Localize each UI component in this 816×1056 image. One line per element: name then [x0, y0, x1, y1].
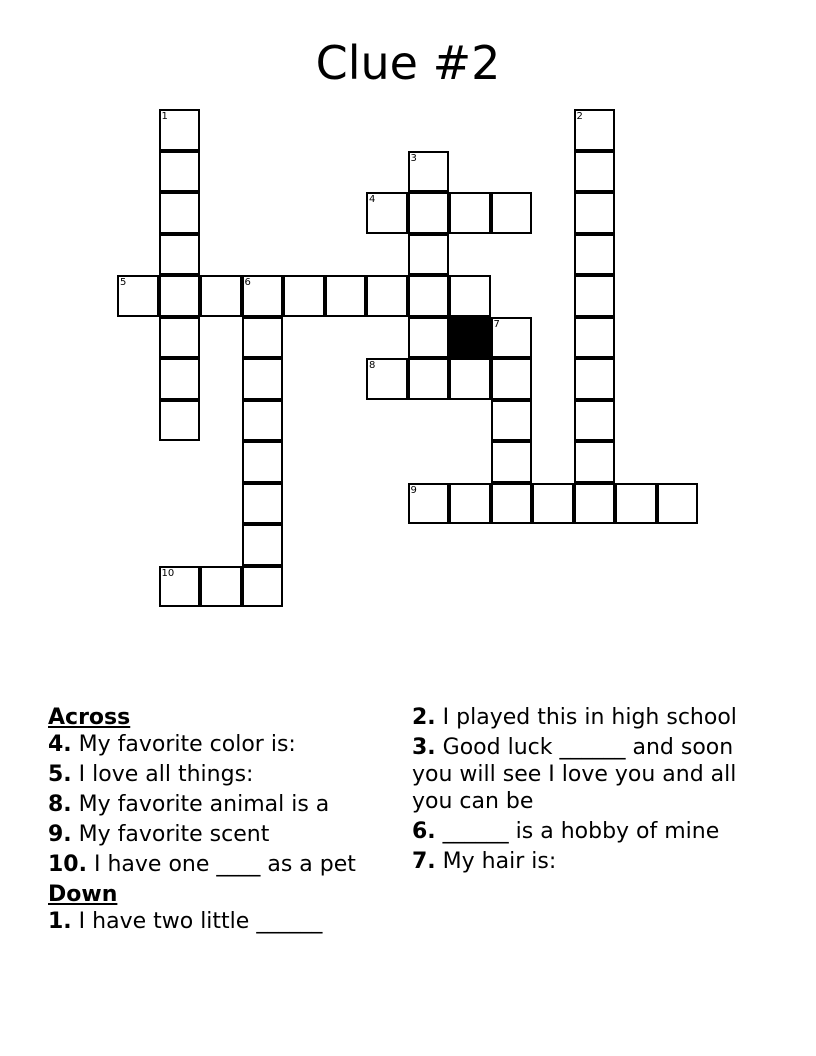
- cell-number: 2: [576, 111, 583, 122]
- grid-cell[interactable]: [242, 524, 284, 566]
- grid-cell[interactable]: [325, 275, 367, 317]
- cell-number: 9: [410, 484, 417, 496]
- grid-cell[interactable]: [491, 317, 533, 359]
- cell-number: 7: [493, 318, 500, 330]
- cell-number: 4: [369, 194, 376, 205]
- grid-cell[interactable]: [159, 566, 201, 608]
- grid-cell[interactable]: [491, 192, 533, 234]
- clue-down-1: [48, 908, 398, 935]
- grid-cell[interactable]: [366, 275, 408, 317]
- cell-number: 10: [161, 567, 175, 579]
- grid-cell[interactable]: [242, 441, 284, 483]
- grid-cell[interactable]: [408, 275, 450, 317]
- grid-cell[interactable]: [574, 317, 616, 359]
- black-cell: [449, 317, 491, 359]
- cell-number: 5: [120, 277, 127, 288]
- page-title: Clue #2: [315, 36, 501, 90]
- clues-left-column: [48, 704, 398, 938]
- clue-number: 7.: [412, 849, 436, 874]
- cell-number: 1: [161, 111, 168, 122]
- grid-cell[interactable]: [574, 109, 616, 151]
- clue-text: I love all things:: [78, 762, 254, 787]
- clue-across-8: [48, 791, 398, 818]
- grid-cell[interactable]: [615, 483, 657, 525]
- grid-cell[interactable]: [574, 441, 616, 483]
- grid-cell[interactable]: [408, 483, 450, 525]
- grid-cell[interactable]: [408, 151, 450, 193]
- grid-cell[interactable]: [159, 234, 201, 276]
- clue-number: 10.: [48, 852, 87, 877]
- across-heading: Across: [48, 705, 131, 730]
- clue-text: My favorite scent: [78, 822, 270, 847]
- clue-number: 9.: [48, 822, 72, 847]
- clue-number: 3.: [412, 735, 436, 760]
- grid-cell[interactable]: [491, 483, 533, 525]
- grid-cell[interactable]: [242, 317, 284, 359]
- clue-text: I played this in high school: [442, 705, 737, 730]
- grid-cell[interactable]: [408, 358, 450, 400]
- cell-number: 3: [410, 152, 417, 164]
- grid-cell[interactable]: [449, 275, 491, 317]
- grid-cell[interactable]: [574, 400, 616, 442]
- grid-cell[interactable]: [159, 192, 201, 234]
- grid-cell[interactable]: [366, 358, 408, 400]
- clue-text: My favorite color is:: [78, 732, 296, 757]
- grid-cell[interactable]: [159, 317, 201, 359]
- clue-number: 2.: [412, 705, 436, 730]
- down-heading: Down: [48, 882, 118, 907]
- grid-cell[interactable]: [574, 483, 616, 525]
- clue-number: 8.: [48, 792, 72, 817]
- grid-cell[interactable]: [408, 317, 450, 359]
- grid-cell[interactable]: [200, 275, 242, 317]
- cell-number: 8: [369, 360, 376, 371]
- grid-cell[interactable]: [283, 275, 325, 317]
- clue-number: 6.: [412, 819, 436, 844]
- grid-cell[interactable]: [574, 234, 616, 276]
- grid-cell[interactable]: [491, 441, 533, 483]
- cell-number: 6: [244, 277, 251, 288]
- clue-down-2: [412, 704, 762, 731]
- grid-cell[interactable]: [574, 275, 616, 317]
- grid-cell[interactable]: [449, 192, 491, 234]
- clue-text: I have one ____ as a pet: [93, 852, 356, 877]
- clue-number: 1.: [48, 909, 72, 934]
- grid-cell[interactable]: [491, 358, 533, 400]
- grid-cell[interactable]: [449, 483, 491, 525]
- grid-cell[interactable]: [574, 358, 616, 400]
- grid-cell[interactable]: [366, 192, 408, 234]
- grid-cell[interactable]: [574, 192, 616, 234]
- grid-cell[interactable]: [532, 483, 574, 525]
- grid-cell[interactable]: [242, 358, 284, 400]
- clue-text: ______ is a hobby of mine: [442, 819, 720, 844]
- grid-cell[interactable]: [242, 566, 284, 608]
- clue-text: My hair is:: [442, 849, 557, 874]
- clue-number: 5.: [48, 762, 72, 787]
- grid-cell[interactable]: [200, 566, 242, 608]
- grid-cell[interactable]: [159, 109, 201, 151]
- clue-across-4: [48, 731, 398, 758]
- grid-cell[interactable]: [657, 483, 699, 525]
- clue-text: My favorite animal is a: [78, 792, 330, 817]
- clue-down-7: [412, 848, 762, 875]
- clue-down-6: [412, 818, 762, 845]
- grid-cell[interactable]: [242, 275, 284, 317]
- grid-cell[interactable]: [408, 234, 450, 276]
- clue-across-5: [48, 761, 398, 788]
- grid-cell[interactable]: [242, 483, 284, 525]
- clue-text: I have two little ______: [78, 909, 323, 934]
- clue-number: 4.: [48, 732, 72, 757]
- grid-cell[interactable]: [408, 192, 450, 234]
- grid-cell[interactable]: [159, 400, 201, 442]
- grid-cell[interactable]: [159, 151, 201, 193]
- clue-across-10: [48, 851, 398, 878]
- grid-cell[interactable]: [491, 400, 533, 442]
- grid-cell[interactable]: [574, 151, 616, 193]
- grid-cell[interactable]: [159, 358, 201, 400]
- clue-text: Good luck ______ and soon you will see I love you and all you can be: [412, 735, 737, 814]
- grid-cell[interactable]: [159, 275, 201, 317]
- clues-right-column: [412, 704, 762, 878]
- grid-cell[interactable]: [117, 275, 159, 317]
- clue-across-9: [48, 821, 398, 848]
- clue-down-3: [412, 734, 762, 815]
- grid-cell[interactable]: [242, 400, 284, 442]
- grid-cell[interactable]: [449, 358, 491, 400]
